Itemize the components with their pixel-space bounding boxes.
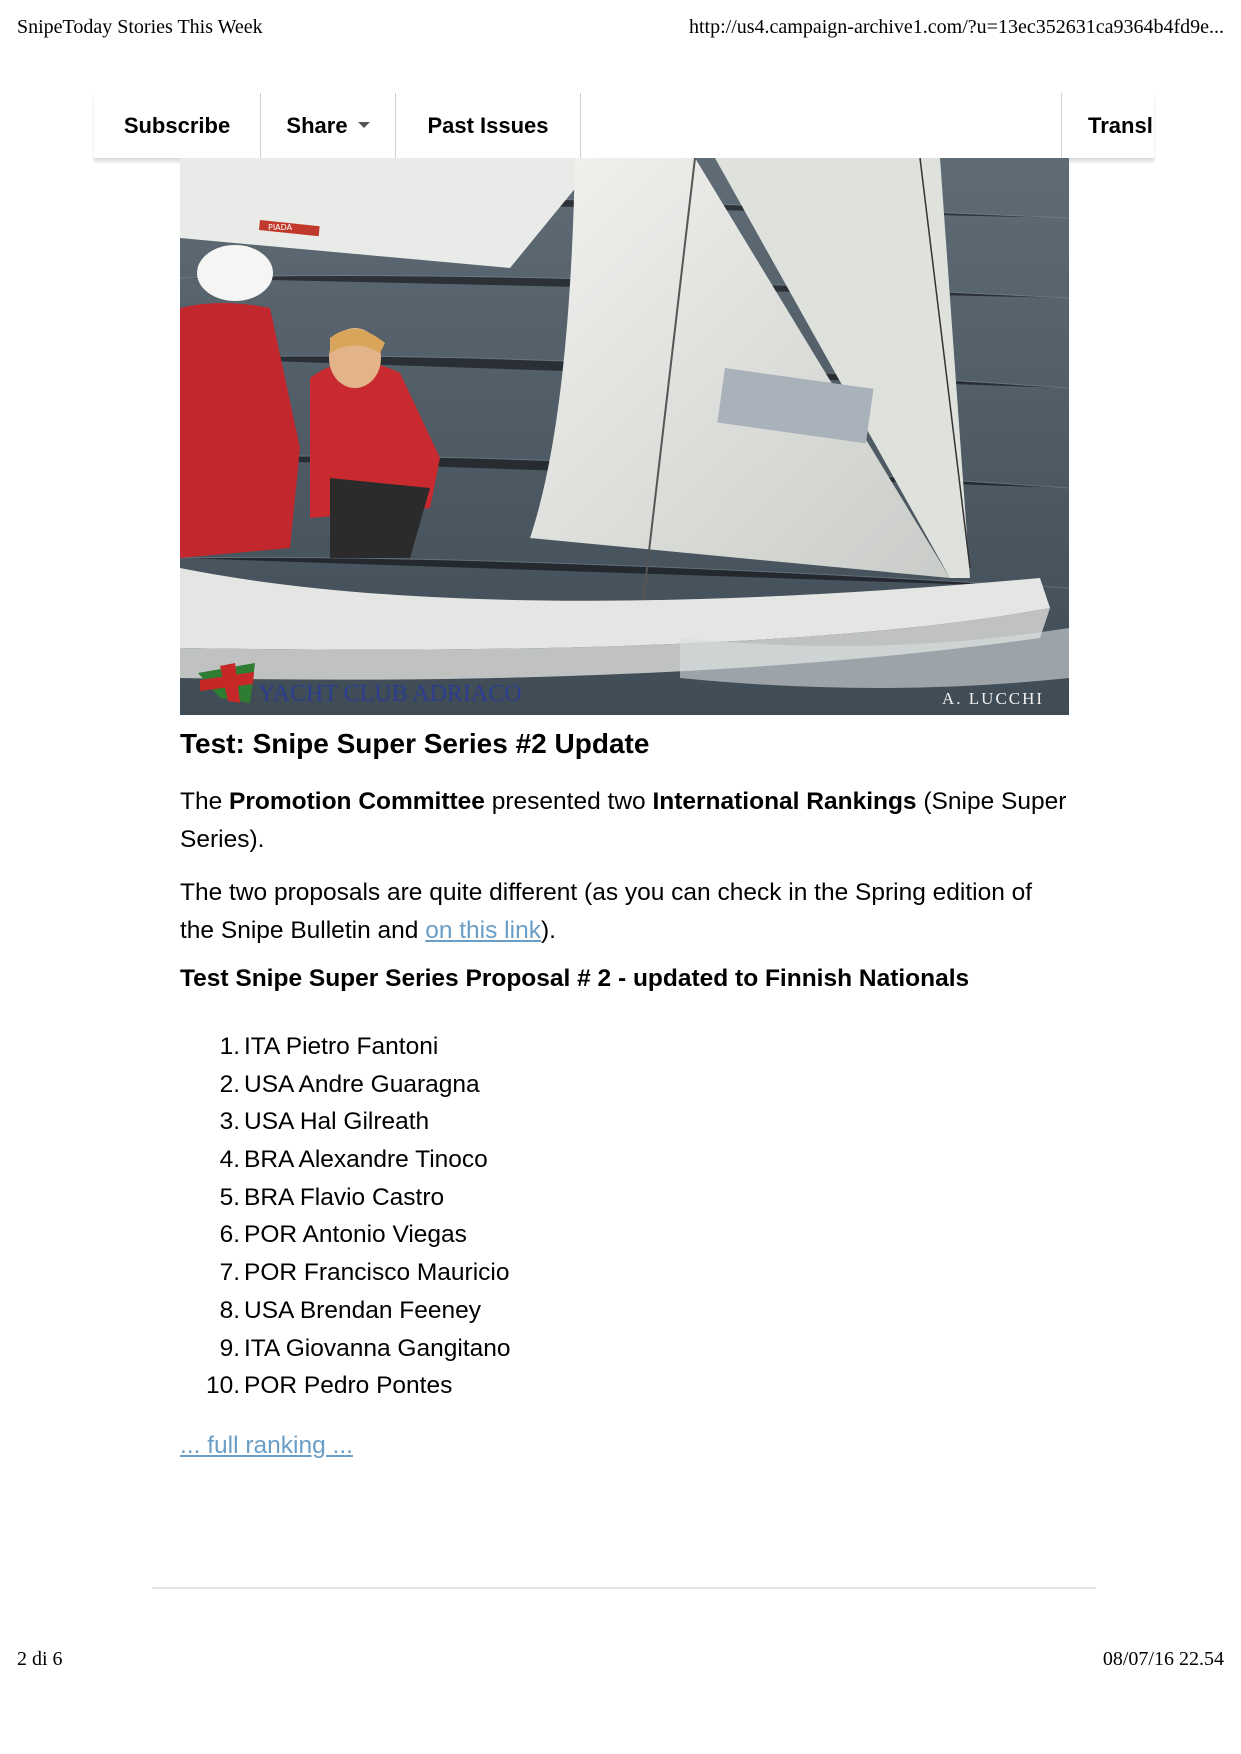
- share-label: Share: [286, 113, 348, 138]
- translate-button[interactable]: Transl: [1088, 113, 1153, 138]
- sailboat-illustration: [180, 158, 1069, 715]
- chevron-down-icon: [358, 122, 370, 128]
- yacht-club-watermark: YACHT CLUB ADRIACO: [258, 681, 522, 707]
- list-item: 5. BRA Flavio Castro: [219, 1183, 445, 1211]
- article-headline: Test: Snipe Super Series #2 Update: [180, 728, 650, 759]
- promotion-committee-bold: Promotion Committee: [229, 788, 485, 815]
- full-ranking-link[interactable]: ... full ranking ...: [180, 1432, 353, 1459]
- on-this-link[interactable]: on this link: [425, 917, 541, 944]
- ranking-subheading: Test Snipe Super Series Proposal # 2 - updated to Finnish Nationals: [180, 965, 970, 992]
- hero-sailing-photo: [180, 158, 1069, 715]
- proposals-paragraph: The two proposals are quite different (as you can check in the Spring edition of the Snipe Bulletin and on this link).: [180, 879, 1033, 944]
- list-item: 8. USA Brendan Feeney: [219, 1296, 481, 1324]
- international-rankings-bold: International Rankings: [652, 788, 917, 815]
- photographer-watermark: A. LUCCHI: [942, 689, 1045, 708]
- ranking-list: [180, 1028, 511, 1405]
- campaign-navbar: [94, 93, 1154, 159]
- page-number: 2 di 6: [17, 1648, 63, 1670]
- list-item: 3. USA Hal Gilreath: [219, 1108, 430, 1136]
- share-button[interactable]: [261, 93, 395, 158]
- nav-divider: [580, 93, 581, 158]
- list-item: 6. POR Antonio Viegas: [219, 1221, 467, 1249]
- print-timestamp: 08/07/16 22.54: [1102, 1648, 1224, 1670]
- subscribe-button[interactable]: Subscribe: [123, 113, 231, 138]
- intro-paragraph: The Promotion Committee presented two International Rankings (Snipe Super Series).: [180, 788, 1067, 853]
- sail-print-text: PIADA: [268, 223, 293, 232]
- print-header-title: SnipeToday Stories This Week: [17, 16, 263, 38]
- content-divider: [152, 1587, 1096, 1589]
- print-header-url: http://us4.campaign-archive1.com/?u=13ec352631ca9364b4fd9e...: [688, 16, 1224, 38]
- list-item: 2. USA Andre Guaragna: [219, 1070, 480, 1098]
- past-issues-button[interactable]: Past Issues: [427, 113, 549, 138]
- list-item: 4. BRA Alexandre Tinoco: [219, 1146, 488, 1174]
- list-item: 1. ITA Pietro Fantoni: [219, 1033, 439, 1060]
- list-item: 10. POR Pedro Pontes: [205, 1372, 453, 1400]
- list-item: 9. ITA Giovanna Gangitano: [219, 1334, 511, 1362]
- list-item: 7. POR Francisco Mauricio: [219, 1259, 510, 1287]
